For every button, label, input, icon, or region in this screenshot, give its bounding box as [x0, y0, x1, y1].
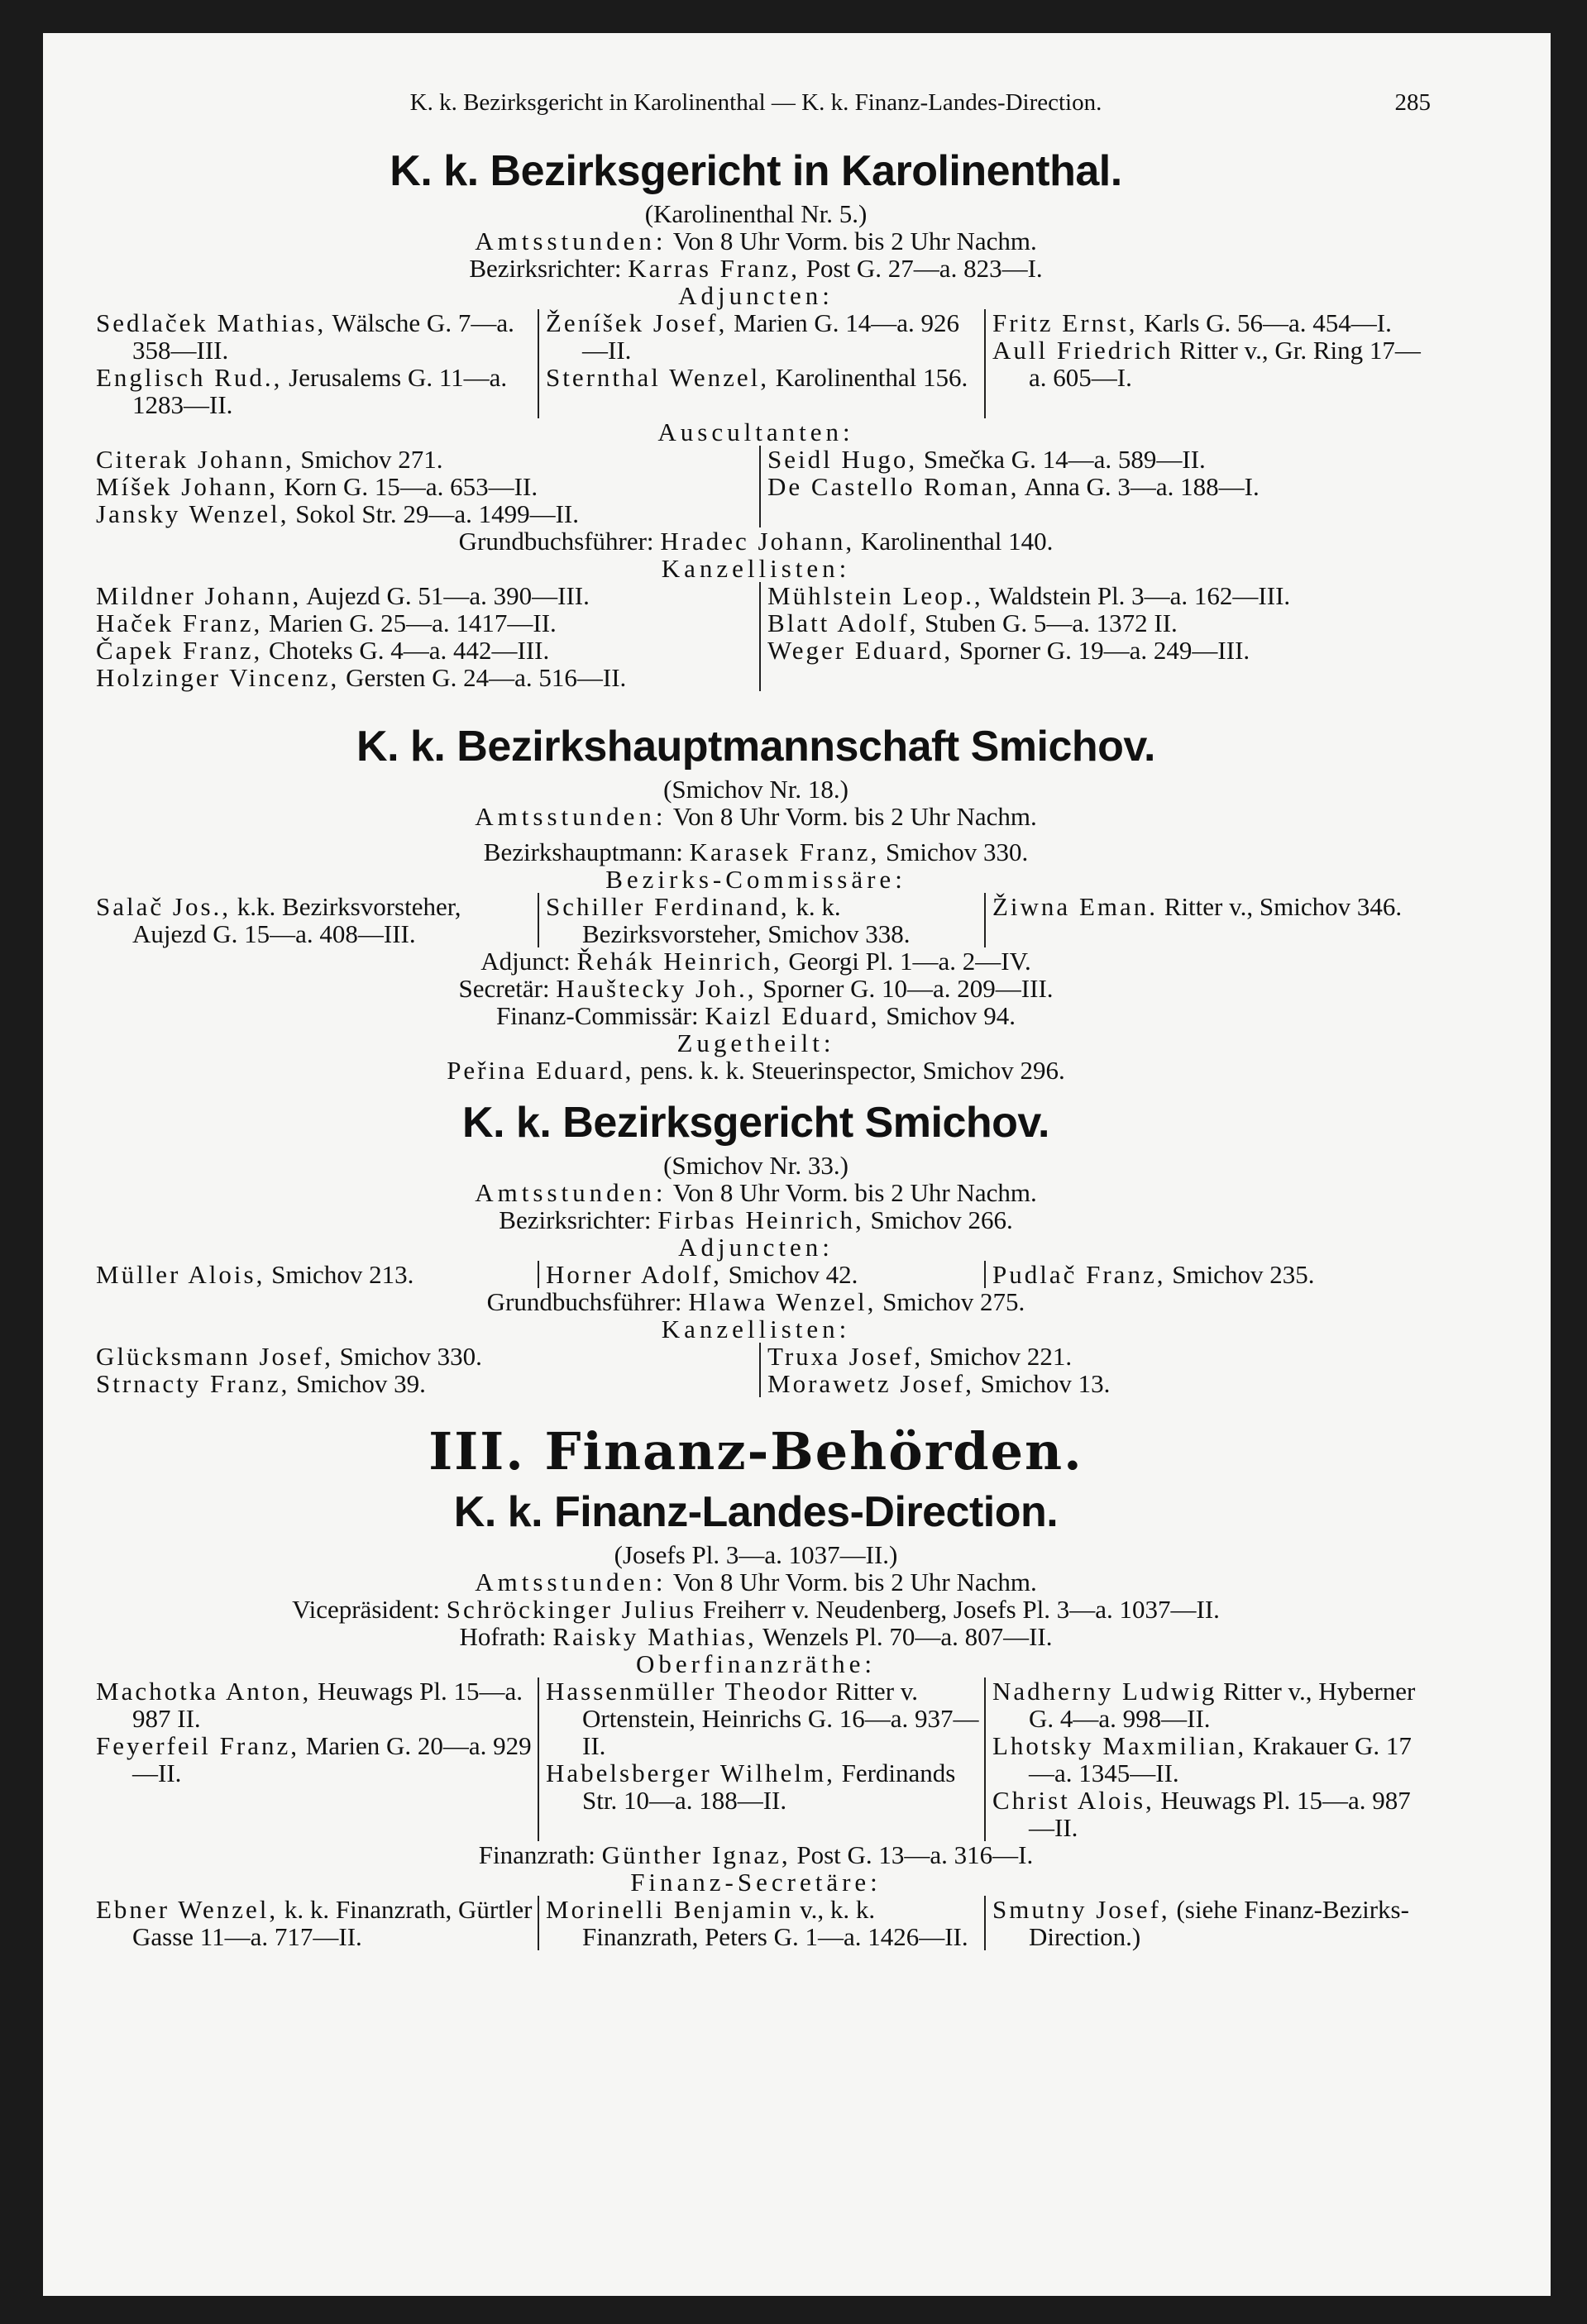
person-name: Haček Franz,: [96, 608, 263, 637]
person-name: Salač Jos.,: [96, 892, 232, 921]
list-item: [546, 1896, 984, 1950]
grundbuch-label: Grundbuchsführer:: [486, 1287, 682, 1316]
person-detail: Smichov 39.: [296, 1369, 426, 1398]
list-item: [767, 637, 1422, 664]
oberfinanzraethe-col-1: [89, 1677, 538, 1841]
adjunct-name: Řehák Heinrich,: [576, 947, 782, 976]
list-item: [992, 1732, 1422, 1787]
list-item: [546, 364, 984, 391]
person-name: Fritz Ernst,: [992, 308, 1138, 337]
judge-address: Post G. 27—a. 823—I.: [805, 254, 1043, 283]
adjuncten-heading: Adjuncten:: [678, 1233, 834, 1262]
person-detail: Waldstein Pl. 3—a. 162—III.: [988, 581, 1291, 610]
judge-name: Firbas Heinrich,: [657, 1205, 864, 1234]
person-detail: Anna G. 3—a. 188—I.: [1024, 472, 1260, 501]
list-item: [767, 609, 1422, 637]
section-address: (Josefs Pl. 3—a. 1037—II.): [614, 1540, 898, 1569]
finanz-secretaere-col-2: [538, 1896, 984, 1950]
list-item: [96, 364, 538, 418]
section-title: K. k. Bezirksgericht Smichov.: [462, 1099, 1049, 1147]
list-item: [96, 309, 538, 364]
secretaer-label: Secretär:: [458, 974, 550, 1003]
oberfinanzraethe-heading: Oberfinanzräthe:: [636, 1649, 876, 1678]
list-item: [96, 893, 538, 947]
finanz-commissaer-address: Smichov 94.: [886, 1001, 1016, 1030]
person-detail: Smichov 42.: [728, 1260, 858, 1289]
list-item: [992, 336, 1422, 391]
section-title: K. k. Bezirksgericht in Karolinenthal.: [390, 147, 1122, 195]
list-item: [96, 1370, 759, 1397]
person-name: Glücksmann Josef,: [96, 1342, 333, 1371]
head-label: Bezirkshauptmann:: [483, 837, 683, 866]
person-detail: Marien G. 25—a. 1417—II.: [269, 608, 557, 637]
person-detail: Wälsche G. 7—a. 358—III.: [132, 308, 514, 365]
person-detail: Smichov 213.: [271, 1260, 414, 1289]
auscultanten-col-2: [759, 446, 1422, 527]
hofrath-name: Raisky Mathias,: [552, 1622, 757, 1651]
section-address: (Smichov Nr. 33.): [663, 1151, 848, 1180]
person-detail: Smichov 271.: [300, 445, 443, 474]
list-item: [767, 1343, 1422, 1370]
person-detail: Choteks G. 4—a. 442—III.: [269, 636, 550, 665]
person-name: Feyerfeil Franz,: [96, 1731, 299, 1760]
vice-address: Freiherr v. Neudenberg, Josefs Pl. 3—a. 1037—II.: [702, 1595, 1220, 1624]
person-name: Horner Adolf,: [546, 1260, 722, 1289]
list-item: [546, 1677, 984, 1759]
section-title: K. k. Finanz-Landes-Direction.: [453, 1488, 1059, 1536]
person-name: Jansky Wenzel,: [96, 499, 289, 528]
person-name: Seidl Hugo,: [767, 445, 918, 474]
section-address: (Karolinenthal Nr. 5.): [644, 199, 868, 228]
commissaere-col-2: [538, 893, 984, 947]
kanzellisten-heading: Kanzellisten:: [661, 554, 851, 583]
finanzrath-name: Günther Ignaz,: [601, 1840, 791, 1869]
commissaere-col-3: [984, 893, 1422, 947]
person-detail: k.k. Bezirksvorsteher, Aujezd G. 15—a. 408—III.: [132, 892, 461, 948]
grundbuch-label: Grundbuchsführer:: [458, 527, 654, 556]
list-item: [992, 1677, 1422, 1732]
person-name: Strnacty Franz,: [96, 1369, 290, 1398]
grundbuch-address: Smichov 275.: [882, 1287, 1025, 1316]
adjuncten-columns: [89, 309, 1422, 418]
person-detail: Korn G. 15—a. 653—II.: [284, 472, 538, 501]
list-item: [992, 1787, 1422, 1841]
hours-value: Von 8 Uhr Vorm. bis 2 Uhr Nachm.: [672, 227, 1037, 255]
person-detail: Smichov 235.: [1172, 1260, 1315, 1289]
page-number: 285: [1394, 89, 1431, 116]
adjuncten-columns: [89, 1261, 1422, 1288]
person-detail: Jerusalems G. 11—a. 1283—II.: [132, 363, 508, 419]
list-item: [546, 309, 984, 364]
person-detail: k. k. Finanzrath, Gürtler Gasse 11—a. 717—II.: [132, 1895, 533, 1951]
adjuncten-col-2: [538, 1261, 984, 1288]
list-item: [767, 473, 1422, 500]
person-name: Lhotsky Maxmilian,: [992, 1731, 1247, 1760]
adjuncten-col-1: [89, 1261, 538, 1288]
list-item: [96, 1896, 538, 1950]
secretaer-name: Hauštecky Joh.,: [556, 974, 757, 1003]
commissaere-col-1: [89, 893, 538, 947]
adjunct-line: [89, 947, 1422, 975]
part-heading: III. Finanz-Behörden.: [428, 1421, 1083, 1482]
auscultanten-col-1: [89, 446, 759, 527]
vice-line: [89, 1596, 1422, 1623]
office-hours: [89, 1179, 1422, 1206]
person-name: Morawetz Josef,: [767, 1369, 974, 1398]
person-name: Aull Friedrich: [992, 336, 1174, 365]
running-header: [89, 89, 1431, 122]
hours-value: Von 8 Uhr Vorm. bis 2 Uhr Nachm.: [672, 1568, 1037, 1596]
person-detail: Karolinenthal 156.: [775, 363, 968, 392]
list-item: [96, 582, 759, 609]
section-bezirkshauptmannschaft-smichov: [89, 723, 1422, 1084]
grundbuch-line: [89, 527, 1422, 555]
person-detail: Sokol Str. 29—a. 1499—II.: [295, 499, 579, 528]
list-item: [992, 893, 1422, 920]
hours-value: Von 8 Uhr Vorm. bis 2 Uhr Nachm.: [672, 802, 1037, 831]
office-hours: [89, 803, 1422, 830]
judge-label: Bezirksrichter:: [499, 1205, 652, 1234]
person-name: Ebner Wenzel,: [96, 1895, 279, 1924]
list-item: [96, 446, 759, 473]
person-detail: Marien G. 20—a. 929—II.: [132, 1731, 532, 1787]
list-item: [96, 664, 759, 691]
person-name: Smutny Josef,: [992, 1895, 1170, 1924]
hours-label: Amtsstunden:: [475, 227, 667, 255]
list-item: [546, 1759, 984, 1814]
section-title: K. k. Bezirkshauptmannschaft Smichov.: [356, 723, 1155, 771]
person-detail: Krakauer G. 17—a. 1345—II.: [1029, 1731, 1412, 1787]
kanzellisten-heading: Kanzellisten:: [661, 1315, 851, 1343]
person-detail: Aujezd G. 51—a. 390—III.: [306, 581, 590, 610]
head-line: [89, 838, 1422, 866]
person-detail: Smečka G. 14—a. 589—II.: [923, 445, 1206, 474]
zugeteilt-name: Peřina Eduard,: [447, 1056, 634, 1085]
kanzellisten-columns: [89, 1343, 1422, 1397]
vice-label: Vicepräsident:: [292, 1595, 440, 1624]
person-name: Citerak Johann,: [96, 445, 294, 474]
finanz-secretaere-columns: [89, 1896, 1422, 1950]
secretaer-line: [89, 975, 1422, 1002]
judge-address: Smichov 266.: [870, 1205, 1013, 1234]
adjunct-address: Georgi Pl. 1—a. 2—IV.: [788, 947, 1031, 976]
person-detail: v., k. k. Finanzrath, Peters G. 1—a. 1426—II.: [582, 1895, 968, 1951]
section-bezirksgericht-smichov: [89, 1099, 1422, 1397]
adjuncten-col-1: [89, 309, 538, 418]
list-item: [767, 582, 1422, 609]
list-item: [96, 1677, 538, 1732]
person-detail: Ritter v., Smichov 346.: [1164, 892, 1403, 921]
list-item: [96, 473, 759, 500]
person-detail: Ferdinands Str. 10—a. 188—II.: [582, 1759, 956, 1815]
person-name: Nadherny Ludwig: [992, 1677, 1217, 1706]
person-detail: k. k. Bezirksvorsteher, Smichov 338.: [582, 892, 911, 948]
person-detail: Sporner G. 19—a. 249—III.: [958, 636, 1250, 665]
list-item: [546, 1261, 984, 1288]
person-name: Sternthal Wenzel,: [546, 363, 770, 392]
commissaere-columns: [89, 893, 1422, 947]
person-name: Morinelli Benjamin: [546, 1895, 794, 1924]
person-name: Christ Alois,: [992, 1786, 1154, 1815]
person-name: Žiwna Eman.: [992, 892, 1159, 921]
finanz-secretaere-col-1: [89, 1896, 538, 1950]
person-detail: Marien G. 14—a. 926—II.: [582, 308, 960, 365]
commissaere-heading: Bezirks-Commissäre:: [605, 865, 906, 894]
person-detail: Ritter v., Gr. Ring 17—a. 605—I.: [1029, 336, 1421, 392]
person-name: Blatt Adolf,: [767, 608, 919, 637]
oberfinanzraethe-col-3: [984, 1677, 1422, 1841]
person-name: Holzinger Vincenz,: [96, 663, 340, 692]
grundbuch-name: Hradec Johann,: [660, 527, 855, 556]
list-item: [992, 309, 1422, 336]
finanzrath-line: [89, 1841, 1422, 1868]
section-address: (Smichov Nr. 18.): [663, 775, 848, 804]
person-name: Mühlstein Leop.,: [767, 581, 983, 610]
person-name: De Castello Roman,: [767, 472, 1020, 501]
head-address: Smichov 330.: [885, 837, 1029, 866]
person-name: Mildner Johann,: [96, 581, 302, 610]
judge-line: [89, 1206, 1422, 1234]
hofrath-address: Wenzels Pl. 70—a. 807—II.: [762, 1622, 1053, 1651]
auscultanten-columns: [89, 446, 1422, 527]
finanzrath-label: Finanzrath:: [478, 1840, 595, 1869]
section-finanz-landes-direction: [89, 1488, 1422, 1950]
person-name: Müller Alois,: [96, 1260, 265, 1289]
person-detail: Heuwags Pl. 15—a. 987—II.: [1029, 1786, 1411, 1842]
grundbuch-name: Hlawa Wenzel,: [688, 1287, 877, 1316]
person-name: Truxa Josef,: [767, 1342, 924, 1371]
kanzellisten-col-2: [759, 582, 1422, 691]
zugeteilt-line: [89, 1057, 1422, 1084]
adjuncten-col-3: [984, 309, 1422, 418]
list-item: [96, 1343, 759, 1370]
hours-value: Von 8 Uhr Vorm. bis 2 Uhr Nachm.: [672, 1178, 1037, 1207]
finanz-commissaer-label: Finanz-Commissär:: [496, 1001, 699, 1030]
person-name: Schiller Ferdinand,: [546, 892, 790, 921]
hours-label: Amtsstunden:: [475, 802, 667, 831]
adjuncten-col-3: [984, 1261, 1422, 1288]
list-item: [992, 1896, 1422, 1950]
person-detail: Smichov 13.: [980, 1369, 1111, 1398]
list-item: [96, 637, 759, 664]
kanzellisten-col-2: [759, 1343, 1422, 1397]
judge-label: Bezirksrichter:: [469, 254, 622, 283]
adjuncten-col-2: [538, 309, 984, 418]
list-item: [96, 500, 759, 527]
vice-name: Schröckinger Julius: [446, 1595, 697, 1624]
finanz-secretaere-heading: Finanz-Secretäre:: [630, 1868, 882, 1897]
judge-name: Karras Franz,: [628, 254, 800, 283]
person-detail: Ritter v., Hyberner G. 4—a. 998—II.: [1029, 1677, 1416, 1733]
person-name: Sedlaček Mathias,: [96, 308, 327, 337]
finanz-secretaere-col-3: [984, 1896, 1422, 1950]
adjuncten-heading: Adjuncten:: [678, 281, 834, 310]
kanzellisten-col-1: [89, 1343, 759, 1397]
oberfinanzraethe-columns: [89, 1677, 1422, 1841]
person-detail: Smichov 221.: [929, 1342, 1073, 1371]
person-name: Míšek Johann,: [96, 472, 278, 501]
secretaer-address: Sporner G. 10—a. 209—III.: [762, 974, 1054, 1003]
person-name: Čapek Franz,: [96, 636, 263, 665]
judge-line: [89, 255, 1422, 282]
grundbuch-address: Karolinenthal 140.: [860, 527, 1054, 556]
person-name: Pudlač Franz,: [992, 1260, 1166, 1289]
list-item: [96, 1261, 538, 1288]
zugeteilt-heading: Zugetheilt:: [676, 1028, 835, 1057]
person-detail: Karls G. 56—a. 454—I.: [1144, 308, 1392, 337]
person-detail: Gersten G. 24—a. 516—II.: [346, 663, 627, 692]
list-item: [992, 1261, 1422, 1288]
oberfinanzraethe-col-2: [538, 1677, 984, 1841]
kanzellisten-columns: [89, 582, 1422, 691]
hofrath-line: [89, 1623, 1422, 1650]
person-detail: Stuben G. 5—a. 1372 II.: [925, 608, 1178, 637]
hofrath-label: Hofrath:: [459, 1622, 547, 1651]
section-bezirksgericht-karolinenthal: [89, 147, 1422, 691]
list-item: [767, 446, 1422, 473]
auscultanten-heading: Auscultanten:: [657, 418, 854, 446]
person-detail: Heuwags Pl. 15—a. 987 II.: [132, 1677, 523, 1733]
hours-label: Amtsstunden:: [475, 1178, 667, 1207]
person-detail: Smichov 330.: [339, 1342, 482, 1371]
person-name: Machotka Anton,: [96, 1677, 312, 1706]
adjunct-label: Adjunct:: [480, 947, 571, 976]
finanz-commissaer-line: [89, 1002, 1422, 1029]
page-content: [89, 89, 1431, 1951]
list-item: [546, 893, 984, 947]
running-header-text: K. k. Bezirksgericht in Karolinenthal — K. k. Finanz-Landes-Direction.: [409, 89, 1102, 116]
grundbuch-line: [89, 1288, 1422, 1315]
head-name: Karasek Franz,: [689, 837, 880, 866]
person-name: Habelsberger Wilhelm,: [546, 1759, 835, 1787]
person-name: Hassenmüller Theodor: [546, 1677, 829, 1706]
list-item: [96, 1732, 538, 1787]
hours-label: Amtsstunden:: [475, 1568, 667, 1596]
zugeteilt-address: pens. k. k. Steuerinspector, Smichov 296.: [640, 1056, 1065, 1085]
person-detail: Ritter v. Ortenstein, Heinrichs G. 16—a. 937—II.: [582, 1677, 979, 1760]
finanz-commissaer-name: Kaizl Eduard,: [705, 1001, 880, 1030]
person-name: Weger Eduard,: [767, 636, 954, 665]
list-item: [767, 1370, 1422, 1397]
kanzellisten-col-1: [89, 582, 759, 691]
person-name: Englisch Rud.,: [96, 363, 283, 392]
office-hours: [89, 1568, 1422, 1596]
list-item: [96, 609, 759, 637]
person-detail: (siehe Finanz-Bezirks-Direction.): [1029, 1895, 1409, 1951]
office-hours: [89, 227, 1422, 255]
finanzrath-address: Post G. 13—a. 316—I.: [796, 1840, 1034, 1869]
person-name: Ženíšek Josef,: [546, 308, 728, 337]
